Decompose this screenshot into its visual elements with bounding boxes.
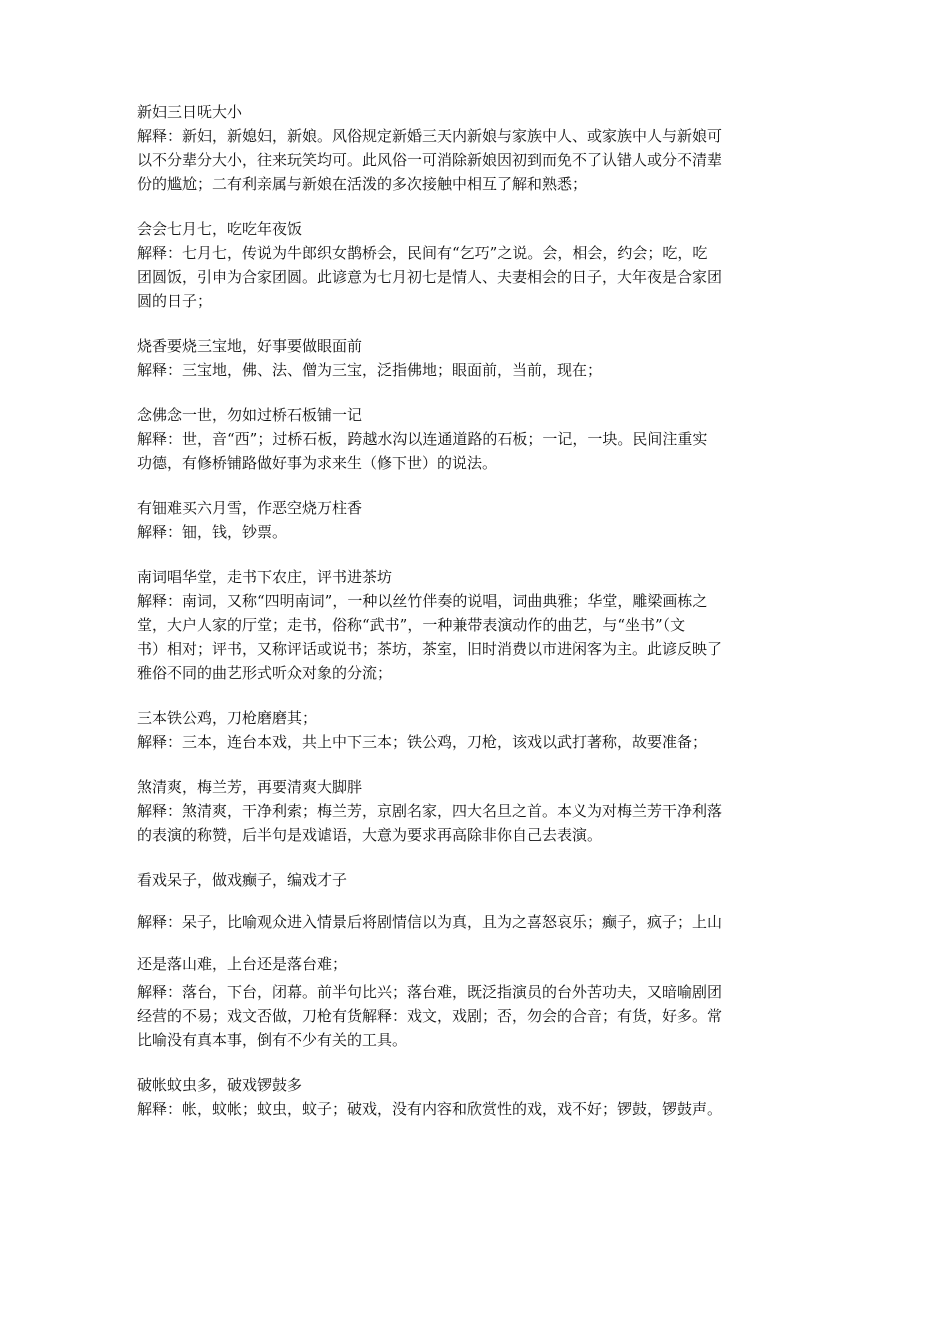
proverb-entry <box>137 100 817 196</box>
proverb-title: 还是落山难，上台还是落台难； <box>137 955 348 973</box>
explanation-line: 解释：煞清爽，干净利索；梅兰芳，京剧名家，四大名旦之首。本义为对梅兰芳干净利落 <box>137 802 723 820</box>
proverb-entry <box>137 496 817 544</box>
explanation-line: 解释：三宝地，佛、法、僧为三宝，泛指佛地；眼面前，当前，现在； <box>137 361 603 379</box>
explanation-line: 解释：钿，钱，钞票。 <box>137 523 288 541</box>
proverb-title: 破帐蚊虫多，破戏锣鼓多 <box>137 1076 303 1094</box>
document-page <box>137 100 817 1142</box>
explanation-line: 比喻没有真本事，倒有不少有关的工具。 <box>137 1031 408 1049</box>
explanation-line: 解释：落台，下台，闭幕。前半句比兴；落台难，既泛指演员的台外苦功夫，又暗喻剧团 <box>137 983 723 1001</box>
explanation-line: 功德，有修桥铺路做好事为求来生（修下世）的说法。 <box>137 454 498 472</box>
explanation-line: 雅俗不同的曲艺形式听众对象的分流； <box>137 664 393 682</box>
proverb-title: 看戏呆子，做戏癫子，编戏才子 <box>137 871 348 889</box>
explanation-line: 份的尴尬；二有利亲属与新娘在活泼的多次接触中相互了解和熟悉； <box>137 175 588 193</box>
proverb-entry <box>137 910 817 934</box>
proverb-entry <box>137 706 817 754</box>
proverb-entry <box>137 868 817 892</box>
proverb-title: 念佛念一世，勿如过桥石板铺一记 <box>137 406 363 424</box>
proverb-title: 有钿难买六月雪，作恶空烧万柱香 <box>137 499 363 517</box>
proverb-title: 南词唱华堂，走书下农庄，评书进茶坊 <box>137 568 393 586</box>
explanation-line: 解释：新妇，新媳妇，新娘。风俗规定新婚三天内新娘与家族中人、或家族中人与新娘可 <box>137 127 723 145</box>
explanation-line: 的表演的称赞，后半句是戏谑语，大意为要求再高除非你自己去表演。 <box>137 826 603 844</box>
proverb-entry <box>137 217 817 313</box>
explanation-line: 经营的不易；戏文否做，刀枪有货解释：戏文，戏剧；否，勿会的合音；有货，好多。常 <box>137 1007 723 1025</box>
explanation-line: 解释：七月七，传说为牛郎织女鹊桥会，民间有“乞巧”之说。会，相会，约会；吃，吃 <box>137 244 708 262</box>
explanation-line: 解释：南词，又称“四明南词”，一种以丝竹伴奏的说唱，词曲典雅；华堂，雕梁画栋之 <box>137 592 708 610</box>
explanation-line: 团圆饭，引申为合家团圆。此谚意为七月初七是情人、夫妻相会的日子，大年夜是合家团 <box>137 268 723 286</box>
explanation-line: 以不分辈分大小，往来玩笑均可。此风俗一可消除新娘因初到而免不了认错人或分不清辈 <box>137 151 723 169</box>
proverb-entry <box>137 775 817 847</box>
explanation-line: 堂，大户人家的厅堂；走书，俗称“武书”，一种兼带表演动作的曲艺，与“坐书”（文 <box>137 616 686 634</box>
explanation-line: 解释：世，音“西”；过桥石板，跨越水沟以连通道路的石板；一记，一块。民间注重实 <box>137 430 708 448</box>
proverb-title: 会会七月七，吃吃年夜饭 <box>137 220 303 238</box>
explanation-line: 书）相对；评书，又称评话或说书；茶坊，茶室，旧时消费以市进闲客为主。此谚反映了 <box>137 640 723 658</box>
explanation-line: 解释：呆子，比喻观众进入情景后将剧情信以为真，且为之喜怒哀乐；癫子，疯子；上山 <box>137 913 723 931</box>
proverb-entry <box>137 403 817 475</box>
proverb-title: 烧香要烧三宝地，好事要做眼面前 <box>137 337 363 355</box>
proverb-entry <box>137 952 817 1052</box>
proverb-entry <box>137 334 817 382</box>
proverb-title: 新妇三日呒大小 <box>137 103 243 121</box>
explanation-line: 解释：帐，蚊帐；蚊虫，蚊子；破戏，没有内容和欣赏性的戏，戏不好；锣鼓，锣鼓声。 <box>137 1100 723 1118</box>
explanation-line: 圆的日子； <box>137 292 213 310</box>
proverb-entry <box>137 565 817 685</box>
proverb-title: 三本铁公鸡，刀枪磨磨其； <box>137 709 318 727</box>
proverb-title: 煞清爽，梅兰芳，再要清爽大脚胖 <box>137 778 363 796</box>
explanation-line: 解释：三本，连台本戏，共上中下三本；铁公鸡，刀枪，该戏以武打著称，故要准备； <box>137 733 708 751</box>
proverb-entry <box>137 1073 817 1121</box>
